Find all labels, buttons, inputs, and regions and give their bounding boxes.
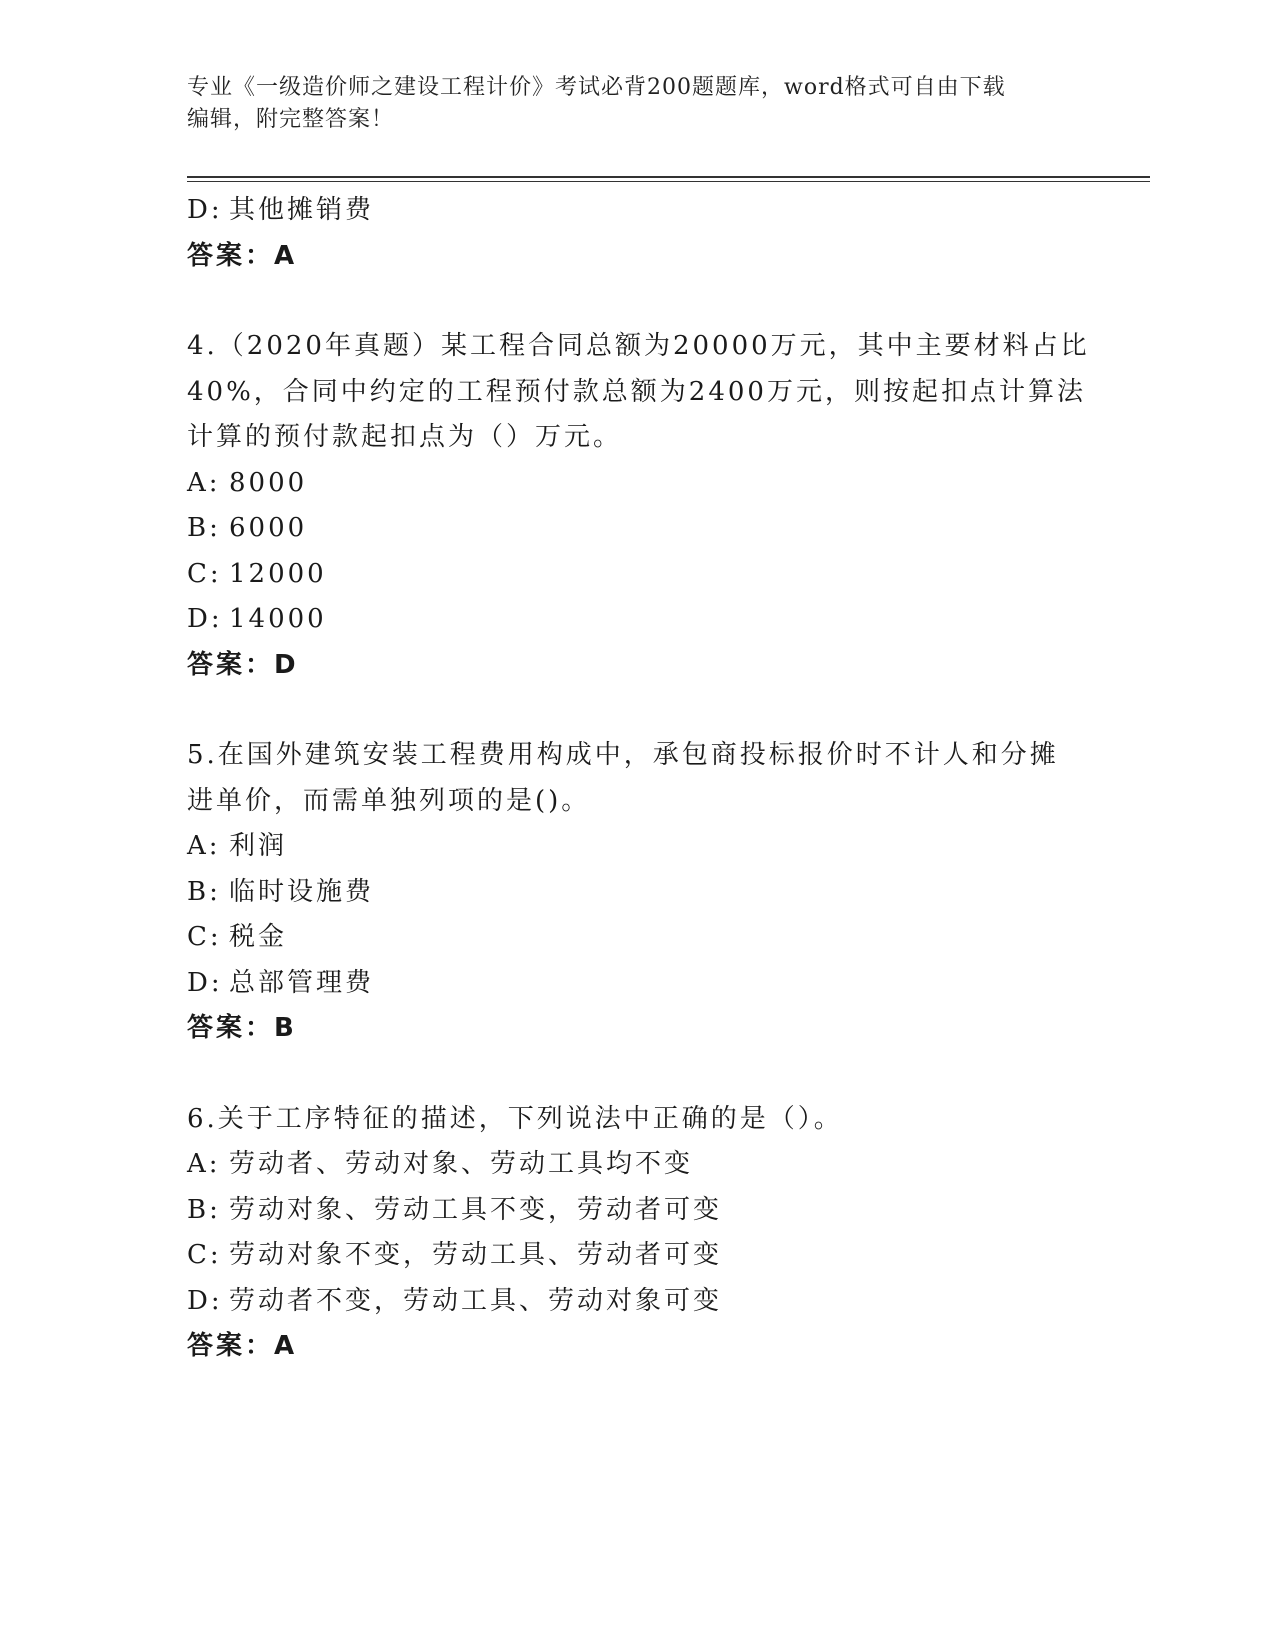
option-letter: B: bbox=[187, 513, 221, 543]
option-item bbox=[187, 824, 1067, 870]
option-letter: D: bbox=[187, 1285, 223, 1316]
option-letter: A: bbox=[187, 467, 221, 498]
option-letter: C: bbox=[187, 922, 222, 952]
option-item bbox=[187, 552, 1067, 598]
option-text: 利润 bbox=[229, 831, 288, 861]
stem-line: 40%，合同中约定的工程预付款总额为2400万元，则按起扣点计算法 bbox=[187, 376, 1086, 407]
option-item bbox=[187, 1188, 1067, 1234]
option-item bbox=[187, 461, 1067, 507]
option-text: 6000 bbox=[229, 513, 308, 543]
answer-line: 答案：A bbox=[187, 240, 298, 271]
option-letter: C: bbox=[187, 558, 222, 589]
spacer bbox=[187, 279, 1067, 324]
header-line-1: 专业《一级造价师之建设工程计价》考试必背200题题库，word格式可自由下载 bbox=[187, 75, 1006, 100]
option-text: 劳动者、劳动对象、劳动工具均不变 bbox=[229, 1149, 694, 1179]
header-line-2: 编辑，附完整答案！ bbox=[187, 107, 395, 132]
question-stem bbox=[187, 1097, 1067, 1143]
option-text: 其他摊销费 bbox=[229, 195, 375, 225]
question-stem bbox=[187, 733, 1067, 824]
answer-line: 答案：A bbox=[187, 1331, 298, 1361]
spacer bbox=[187, 688, 1067, 733]
option-item bbox=[187, 188, 1067, 234]
option-item bbox=[187, 961, 1067, 1007]
answer-line: 答案：B bbox=[187, 1013, 297, 1043]
option-item bbox=[187, 870, 1067, 916]
spacer bbox=[187, 1052, 1067, 1097]
stem-line: 6.关于工序特征的描述，下列说法中正确的是（）。 bbox=[187, 1103, 843, 1134]
option-letter: B: bbox=[187, 876, 221, 907]
option-text: 临时设施费 bbox=[229, 876, 375, 907]
option-text: 劳动者不变，劳动工具、劳动对象可变 bbox=[229, 1285, 723, 1316]
option-letter: D: bbox=[187, 195, 223, 225]
stem-line: 计算的预付款起扣点为（）万元。 bbox=[187, 422, 623, 452]
stem-line: 5.在国外建筑安装工程费用构成中，承包商投标报价时不计人和分摊 bbox=[187, 740, 1059, 770]
option-item bbox=[187, 1279, 1067, 1325]
header-divider bbox=[187, 176, 1150, 178]
option-letter: B: bbox=[187, 1194, 221, 1225]
question-list bbox=[187, 188, 1090, 1370]
option-letter: C: bbox=[187, 1240, 222, 1270]
option-item bbox=[187, 1142, 1067, 1188]
option-text: 8000 bbox=[229, 467, 308, 498]
stem-line: 4.（2020年真题）某工程合同总额为20000万元，其中主要材料占比 bbox=[187, 331, 1090, 361]
option-letter: A: bbox=[187, 1149, 221, 1179]
option-item bbox=[187, 597, 1067, 643]
question-stem bbox=[187, 324, 1090, 461]
option-letter: D: bbox=[187, 604, 223, 634]
option-item bbox=[187, 506, 1067, 552]
option-text: 劳动对象不变，劳动工具、劳动者可变 bbox=[229, 1240, 723, 1270]
document-header bbox=[187, 72, 1067, 136]
header-divider-thin bbox=[187, 181, 1150, 182]
option-text: 总部管理费 bbox=[229, 967, 375, 998]
answer-line: 答案：D bbox=[187, 649, 299, 680]
option-text: 12000 bbox=[229, 558, 327, 589]
option-text: 劳动对象、劳动工具不变，劳动者可变 bbox=[229, 1194, 723, 1225]
option-letter: A: bbox=[187, 831, 221, 861]
stem-line: 进单价，而需单独列项的是()。 bbox=[187, 785, 591, 816]
option-text: 税金 bbox=[229, 922, 288, 952]
option-letter: D: bbox=[187, 967, 223, 998]
option-item bbox=[187, 1233, 1067, 1279]
option-item bbox=[187, 915, 1067, 961]
option-text: 14000 bbox=[229, 604, 327, 634]
